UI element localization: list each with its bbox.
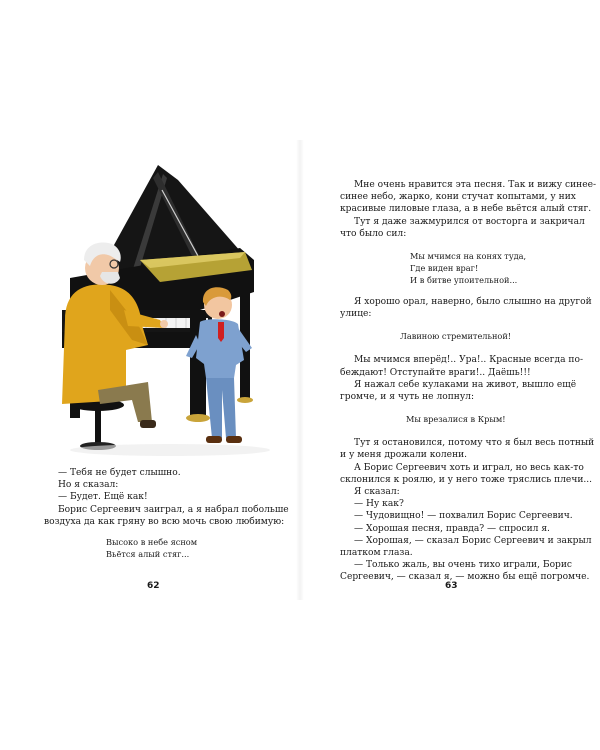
- text-line: что было сил:: [340, 228, 407, 239]
- text-line: платком глаза.: [340, 548, 413, 559]
- text-line: Тут я даже зажмурился от восторга и закричал: [354, 216, 585, 227]
- text-line: и у меня дрожали колени.: [340, 450, 468, 461]
- page-number: 63: [445, 581, 458, 591]
- text-line: Мы мчимся вперёд!.. Ура!.. Красные всегда по-: [354, 355, 584, 366]
- song-line: Лавиною стремительной!: [400, 331, 512, 342]
- text-line: громче, и я чуть не лопнул:: [340, 392, 475, 403]
- text-line: А Борис Сергеевич хоть и играл, но весь как-то: [354, 462, 584, 473]
- right-page-text: [340, 179, 597, 584]
- text-line: Сергеевич, — сказал я, — можно бы ещё погромче.: [340, 572, 590, 583]
- text-line: — Хорошая, — сказал Борис Сергеевич и закрыл: [354, 535, 592, 546]
- text-line: — Чудовищно! — похвалил Борис Сергеевич.: [354, 511, 573, 522]
- song-verse: [340, 250, 572, 286]
- right-page: [300, 0, 600, 750]
- text-line: Я сказал:: [354, 487, 400, 498]
- text-line: улице:: [340, 309, 372, 320]
- text-line: — Только жаль, вы очень тихо играли, Борис: [354, 560, 573, 571]
- text-line: склонился к роялю, и у него тоже тряслись плечи...: [340, 474, 593, 485]
- text-line: синее небо, жарко, кони стучат копытами, у них: [340, 192, 576, 203]
- text-line: — Тебя не будет слышно.: [58, 468, 181, 478]
- text-line: воздуха да как гряну во всю мочь свою любимую:: [44, 516, 285, 527]
- text-line: Но я сказал:: [58, 480, 119, 491]
- text-line: Тут я остановился, потому что я был весь потный: [354, 438, 595, 449]
- text-line: Борис Сергеевич заиграл, а я набрал побольше: [58, 504, 289, 515]
- page-number: 62: [147, 581, 160, 591]
- verse-line: И в битве упоительной...: [410, 275, 518, 286]
- verse-line: Высоко в небе ясном: [106, 537, 198, 548]
- text-line: красивые лиловые глаза, а в небе вьётся алый стяг.: [340, 204, 592, 215]
- text-line: Я хорошо орал, наверно, было слышно на другой: [354, 297, 592, 308]
- song-verse: [44, 536, 274, 560]
- text-line: Мне очень нравится эта песня. Так и вижу синее-: [354, 180, 597, 190]
- text-line: — Хорошая песня, правда? — спросил я.: [354, 523, 550, 534]
- piano-illustration: [40, 160, 280, 460]
- text-line: беждают! Отступайте враги!.. Даёшь!!!: [340, 367, 531, 378]
- text-line: — Будет. Ещё как!: [58, 492, 148, 503]
- song-line: Мы врезалися в Крым!: [406, 414, 506, 425]
- text-line: — Ну как?: [354, 499, 404, 510]
- verse-line: Мы мчимся на конях туда,: [410, 251, 527, 262]
- left-page-text: [44, 467, 289, 560]
- text-line: Я нажал себе кулаками на живот, вышло ещё: [354, 379, 577, 390]
- verse-line: Где виден враг!: [410, 263, 479, 274]
- verse-line: Вьётся алый стяг...: [106, 549, 190, 560]
